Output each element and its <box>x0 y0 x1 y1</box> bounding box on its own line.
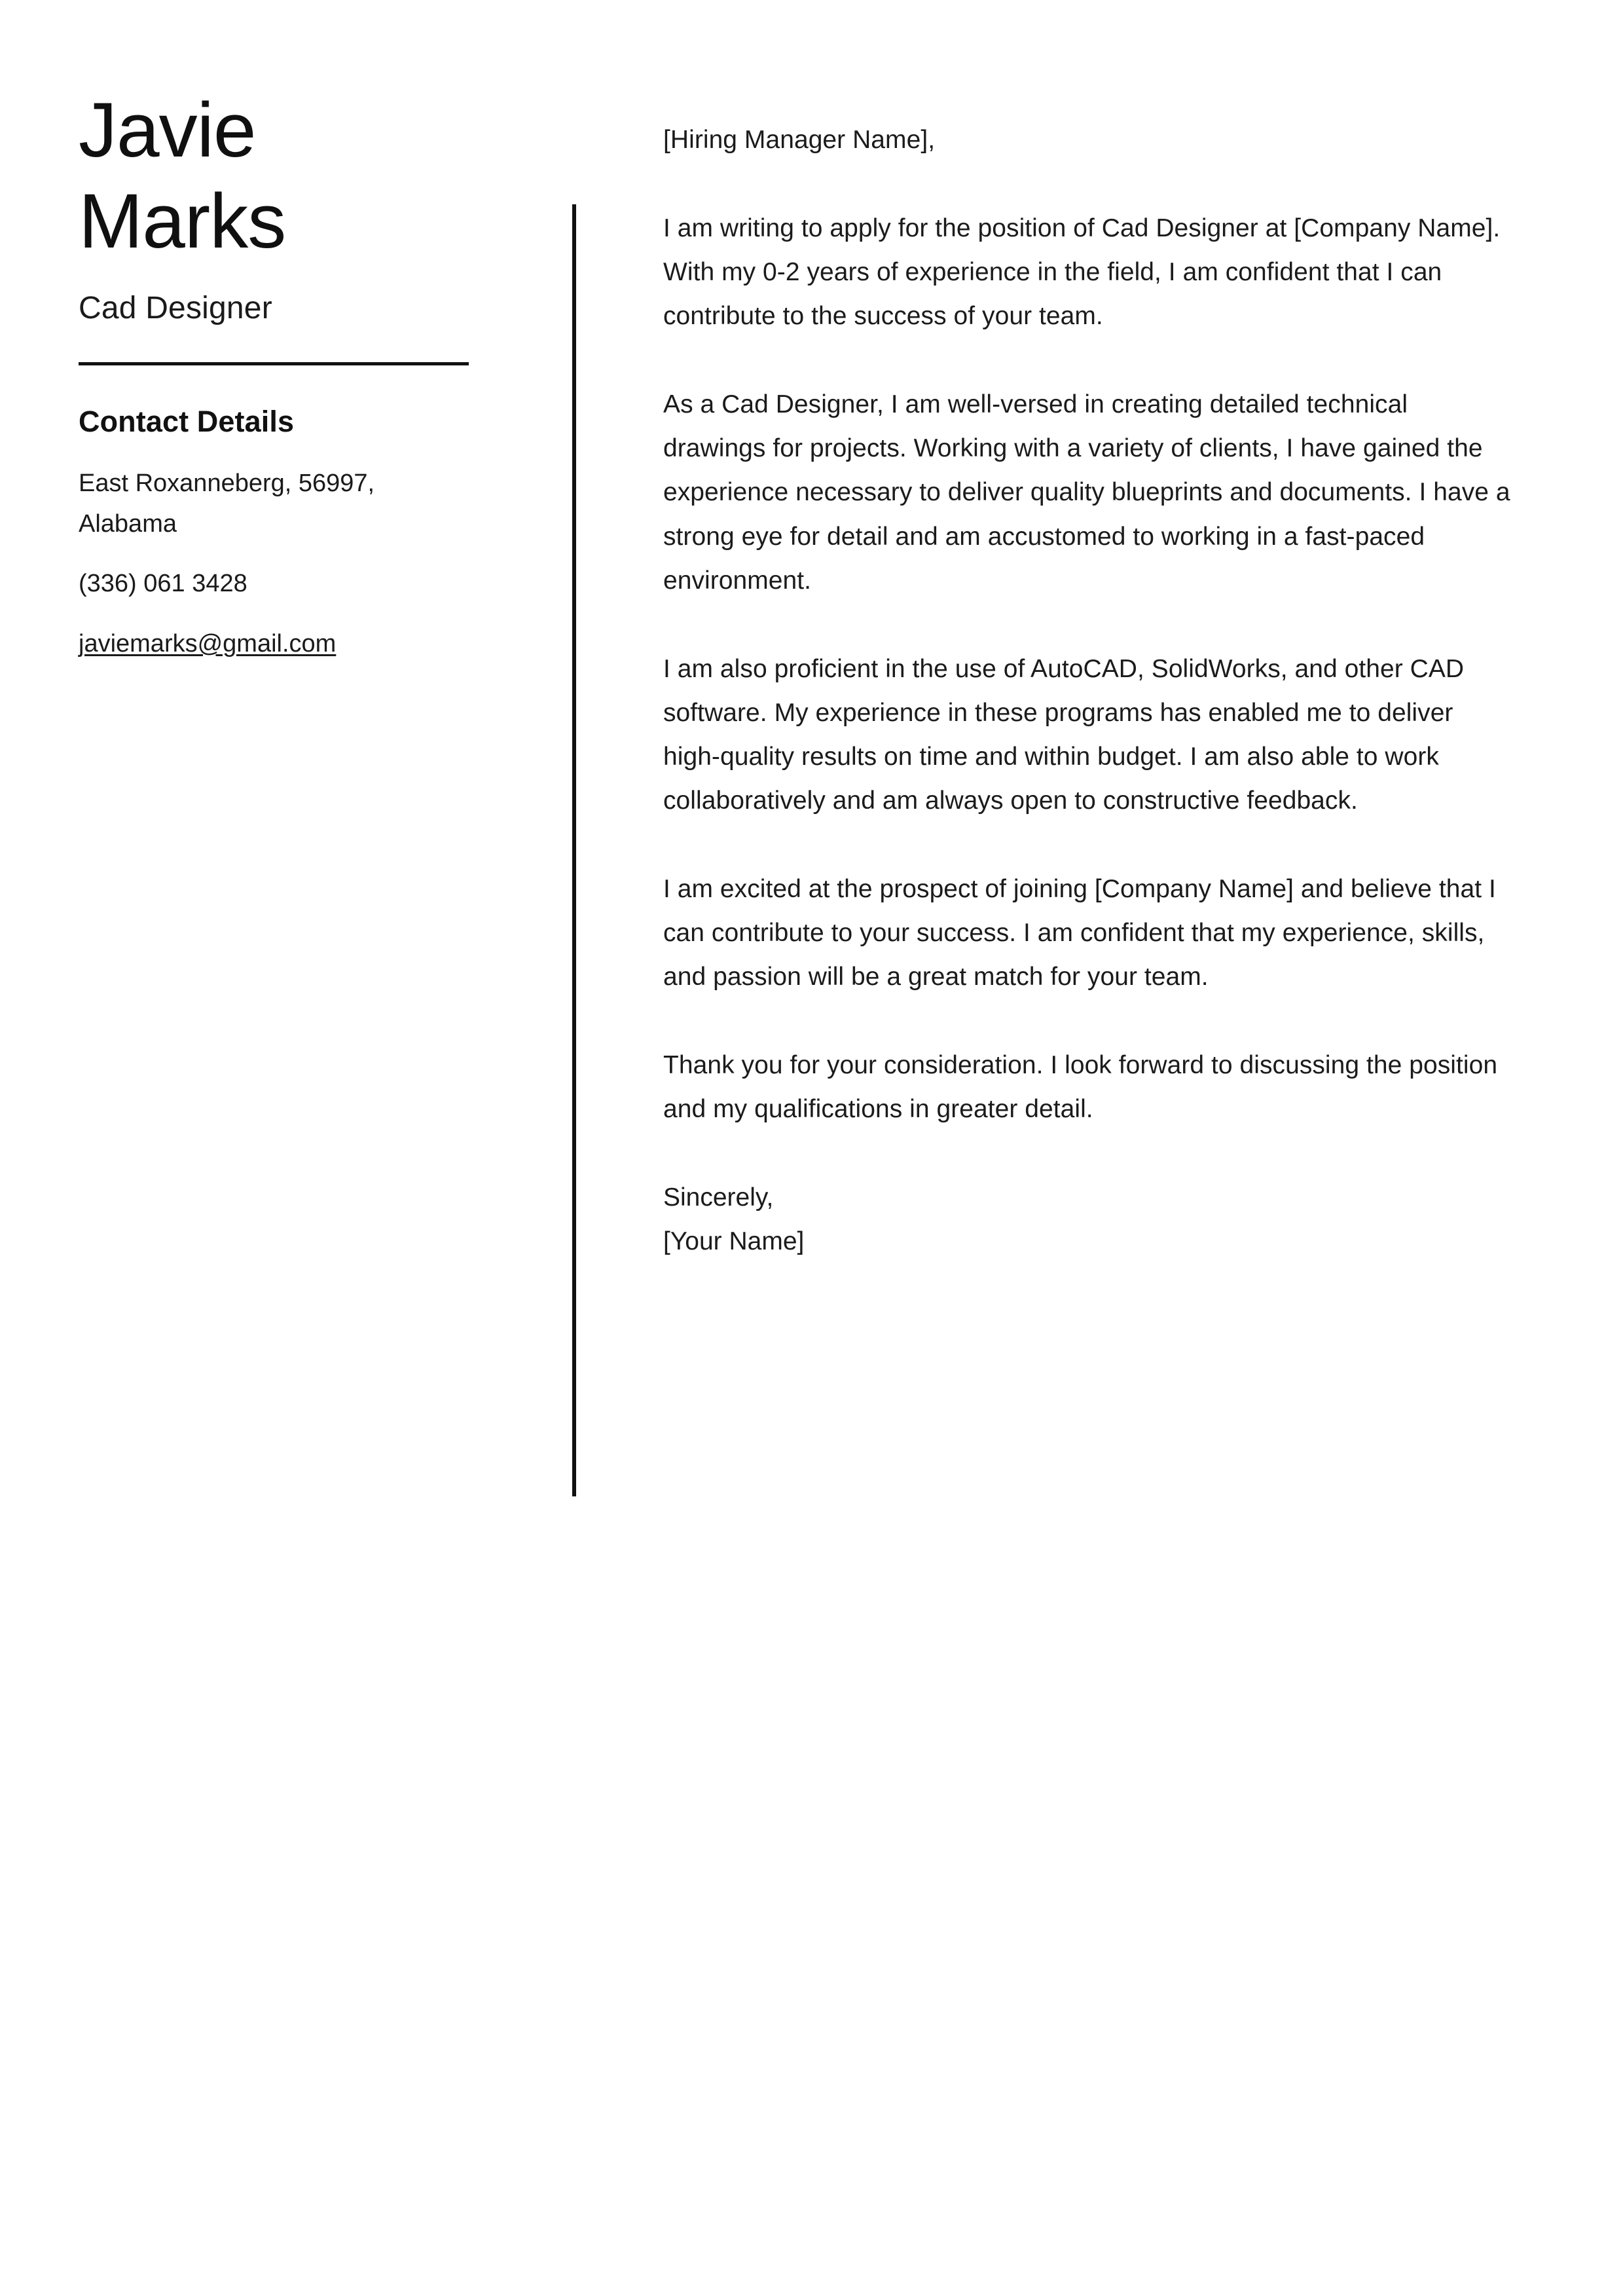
first-name: Javie <box>79 87 256 174</box>
letter-paragraph-3: I am also proficient in the use of AutoCAD, SolidWorks, and other CAD software. My experience in these programs has enabled me to deliver high-quality results on time and within budget. I am also able to work collaboratively and am always open to constructive feedback. <box>663 654 1465 815</box>
contact-phone[interactable]: (336) 061 3428 <box>79 570 247 598</box>
sidebar <box>79 85 498 684</box>
letter-body <box>663 118 1514 1264</box>
letter-paragraph-5: Thank you for your consideration. I look forward to discussing the position and my qualifications in greater detail. <box>663 1051 1498 1124</box>
job-title: Cad Designer <box>79 291 272 326</box>
applicant-name <box>79 85 498 267</box>
contact-email[interactable]: javiemarks@gmail.com <box>79 629 337 657</box>
letter-sign-off <box>663 1176 1514 1263</box>
letter-closing: Sincerely, <box>663 1183 774 1212</box>
letter-paragraph-2: As a Cad Designer, I am well-versed in creating detailed technical drawings for projects. Working with a variety of clients, I have gained the experience necessary to deliver quality blueprints and documents. I have a strong eye for detail and am accustomed to working in a fast-paced environment. <box>663 390 1510 595</box>
letter-signature: [Your Name] <box>663 1227 805 1256</box>
header-divider-rule <box>79 362 469 365</box>
letter-salutation: [Hiring Manager Name], <box>663 126 936 154</box>
contact-details-list <box>79 464 498 664</box>
letter-paragraph-1: I am writing to apply for the position of Cad Designer at [Company Name]. With my 0-2 years of experience in the field, I am confident that I can contribute to the success of your team. <box>663 214 1501 331</box>
letter-paragraph-4: I am excited at the prospect of joining [Company Name] and believe that I can contribute to your success. I am confident that my experience, skills, and passion will be a great match for your team. <box>663 875 1496 991</box>
last-name: Marks <box>79 178 286 265</box>
contact-address: East Roxanneberg, 56997, Alabama <box>79 470 375 538</box>
vertical-divider <box>572 204 576 1496</box>
contact-details-heading: Contact Details <box>79 405 295 439</box>
